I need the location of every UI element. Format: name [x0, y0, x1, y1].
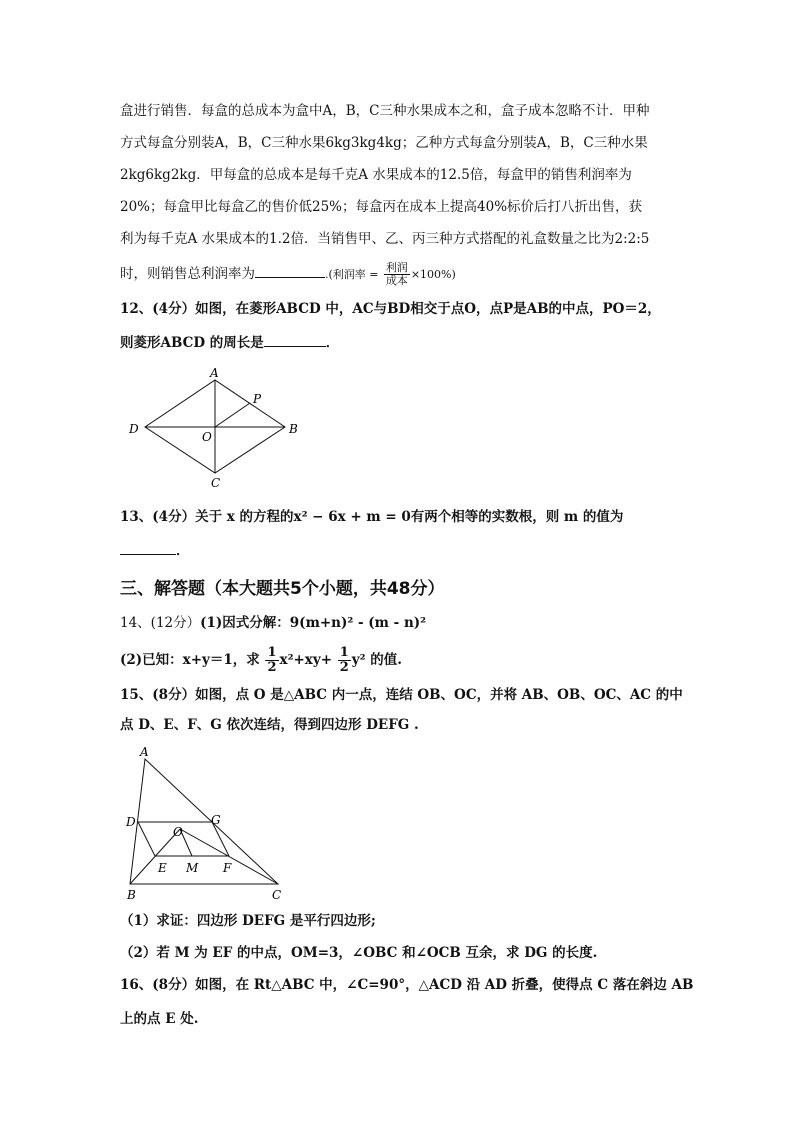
profit-rate-fraction [384, 262, 410, 287]
label-f: F [223, 861, 232, 875]
q16-line1: 16、(8分）如图，在 Rt△ABC 中，∠C=90°，△ACD 沿 AD 折叠，使得点 C 落在斜边 AB [120, 977, 694, 993]
q14-number: 14、(12分） [120, 615, 201, 631]
q14-part2-a: (2)已知：x+y＝1，求 [120, 652, 260, 668]
label-o: O [202, 430, 212, 444]
q13-line2-suffix: ． [176, 543, 190, 559]
answer-blank [255, 263, 325, 278]
segment-gf [212, 822, 229, 856]
q14-line1 [120, 614, 426, 632]
q15-line2: 点 D、E、F、G 依次连结，得到四边形 DEFG . [120, 717, 419, 733]
q15-part2: （2）若 M 为 EF 的中点，OM=3，∠OBC 和∠OCB 互余，求 DG 的长度. [120, 945, 598, 961]
label-p: P [253, 392, 262, 406]
label-e: E [158, 861, 167, 875]
q12-line1: 12、(4分）如图，在菱形ABCD 中，AC与BD相交于点O，点P是AB的中点，PO＝2， [120, 301, 661, 317]
answer-blank [264, 332, 326, 347]
triangle-figure [118, 744, 298, 906]
q16-line2: 上的点 E 处. [120, 1011, 199, 1027]
q15-line1: 15、(8分）如图，点 O 是△ABC 内一点，连结 OB、OC，并将 AB、OB、OC、AC 的中 [120, 687, 683, 703]
answer-blank [120, 540, 176, 555]
q14-part1: (1)因式分解：9(m+n)² - (m - n)² [200, 615, 427, 631]
q11-line6 [120, 262, 456, 287]
half-fraction [265, 646, 278, 675]
q11-line3: 2kg6kg2kg．甲每盒的总成本是每千克A 水果成本的12.5倍，每盒甲的销售利润率为 [120, 167, 632, 183]
q15-part1: （1）求证：四边形 DEFG 是平行四边形; [120, 913, 376, 929]
label-b: B [127, 888, 136, 902]
label-g: G [211, 813, 221, 827]
label-o: O [173, 825, 183, 839]
q11-line2: 方式每盒分别装A，B，C三种水果6kg3kg4kg；乙种方式每盒分别装A，B，C三种水果 [120, 135, 648, 151]
segment-de [138, 822, 155, 856]
half-fraction [338, 646, 351, 675]
segment-po [215, 403, 250, 427]
fraction-denominator: 成本 [385, 274, 408, 287]
rhombus-figure [120, 365, 320, 490]
q11-line6-prefix: 时，则销售总利润率为 [120, 266, 255, 282]
label-d: D [126, 815, 136, 829]
q11-line5: 利为每千克A 水果成本的1.2倍．当销售甲、乙、丙三种方式搭配的礼盒数量之比为2:2:5 [120, 231, 650, 247]
q14-part2-c: y² 的值. [351, 652, 402, 668]
profit-formula-open: .(利润率 = [325, 268, 379, 281]
fraction-denominator: 2 [339, 660, 349, 675]
label-c: C [272, 888, 282, 902]
section-heading: 三、解答题（本大题共5个小题，共48分） [120, 579, 445, 599]
q13-line1: 13、(4分）关于 x 的方程的x² − 6x + m = 0有两个相等的实数根，则 m 的值为 [120, 509, 624, 525]
fraction-numerator: 1 [339, 645, 349, 660]
q11-line1: 盒进行销售．每盒的总成本为盒中A，B，C三种水果成本之和，盒子成本忽略不计．甲种 [120, 103, 650, 119]
label-m: M [186, 861, 199, 875]
profit-formula-close: ×100%) [410, 268, 456, 281]
label-a: A [210, 366, 219, 380]
q12-line2-prefix: 则菱形ABCD 的周长是 [120, 335, 264, 351]
q13-line2 [120, 540, 190, 560]
fraction-numerator: 利润 [385, 261, 408, 274]
label-a: A [140, 745, 149, 759]
label-b: B [289, 422, 298, 436]
label-c: C [211, 476, 221, 490]
q12-line2 [120, 332, 339, 352]
q11-line4: 20%；每盒甲比每盒乙的售价低25%；每盒丙在成本上提高40%标价后打八折出售，获 [120, 199, 643, 215]
fraction-numerator: 1 [267, 645, 277, 660]
q14-line2 [120, 646, 402, 675]
label-d: D [129, 422, 139, 436]
q12-line2-suffix: ． [325, 335, 340, 351]
fraction-denominator: 2 [267, 660, 277, 675]
q14-part2-b: x²+xy+ [279, 652, 333, 668]
